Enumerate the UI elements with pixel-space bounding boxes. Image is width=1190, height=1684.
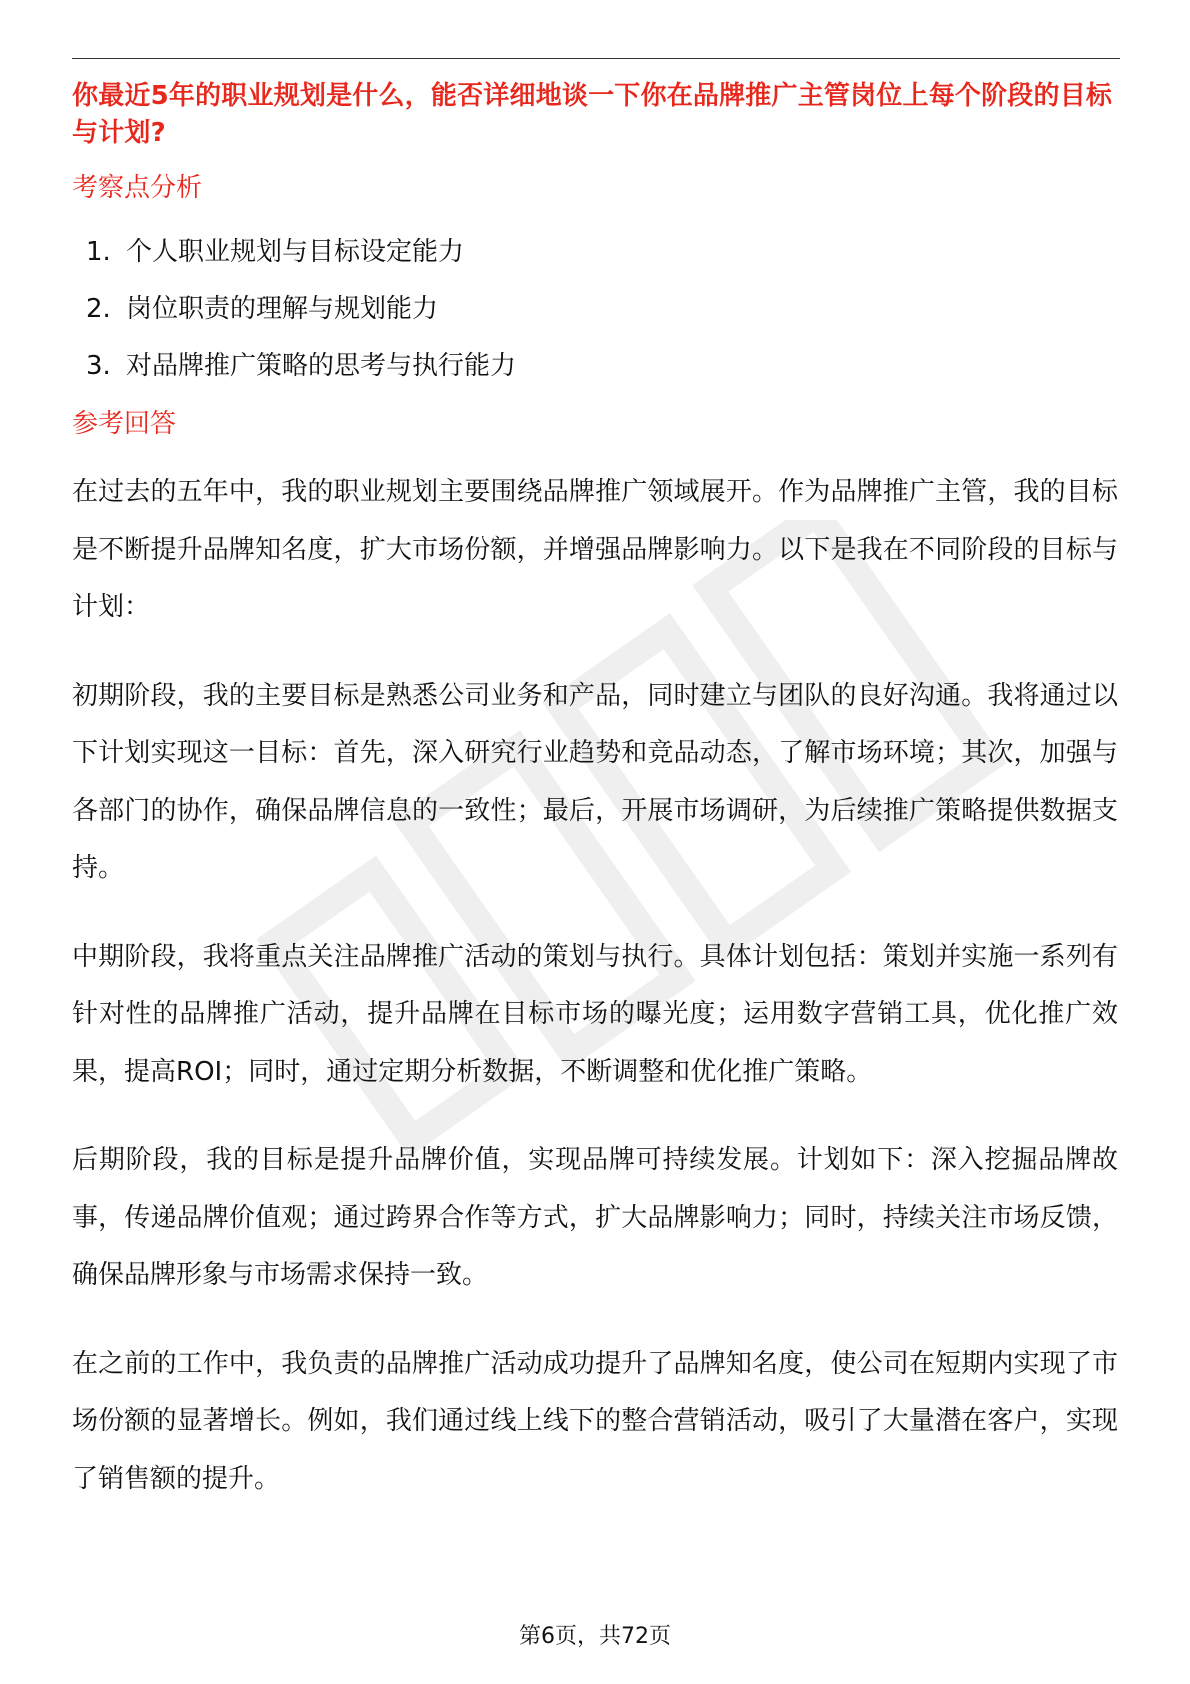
answer-paragraph: 初期阶段，我的主要目标是熟悉公司业务和产品，同时建立与团队的良好沟通。我将通过以下计划实现这一目标：首先，深入研究行业趋势和竞品动态，了解市场环境；其次，加强与各部门的协作，确保品牌信息的一致性；最后，开展市场调研，为后续推广策略提供数据支持。 bbox=[72, 680, 1118, 883]
analysis-heading: 考察点分析 bbox=[72, 173, 203, 203]
header-divider bbox=[72, 58, 1120, 59]
list-item bbox=[72, 348, 1118, 384]
answer-body bbox=[72, 464, 1118, 1508]
list-number: 2. bbox=[86, 294, 111, 324]
list-item bbox=[72, 291, 1118, 327]
answer-paragraph: 在之前的工作中，我负责的品牌推广活动成功提升了品牌知名度，使公司在短期内实现了市场份额的显著增长。例如，我们通过线上线下的整合营销活动，吸引了大量潜在客户，实现了销售额的提升。 bbox=[72, 1348, 1118, 1494]
list-item-text: 对品牌推广策略的思考与执行能力 bbox=[126, 351, 517, 381]
answer-heading: 参考回答 bbox=[72, 409, 177, 439]
answer-paragraph: 中期阶段，我将重点关注品牌推广活动的策划与执行。具体计划包括：策划并实施一系列有针对性的品牌推广活动，提升品牌在目标市场的曝光度；运用数字营销工具，优化推广效果，提高ROI；同时，通过定期分析数据，不断调整和优化推广策略。 bbox=[72, 941, 1118, 1087]
answer-paragraph: 后期阶段，我的目标是提升品牌价值，实现品牌可持续发展。计划如下：深入挖掘品牌故事，传递品牌价值观；通过跨界合作等方式，扩大品牌影响力；同时，持续关注市场反馈，确保品牌形象与市场需求保持一致。 bbox=[72, 1145, 1118, 1290]
list-item-text: 岗位职责的理解与规划能力 bbox=[126, 294, 439, 324]
list-item bbox=[72, 234, 1118, 270]
analysis-point-list bbox=[72, 234, 1118, 384]
page-content bbox=[72, 78, 1118, 1539]
list-item-text: 个人职业规划与目标设定能力 bbox=[126, 237, 465, 267]
list-number: 1. bbox=[86, 237, 111, 267]
answer-paragraph: 在过去的五年中，我的职业规划主要围绕品牌推广领域展开。作为品牌推广主管，我的目标是不断提升品牌知名度，扩大市场份额，并增强品牌影响力。以下是我在不同阶段的目标与计划： bbox=[72, 477, 1118, 622]
page-number: 第6页，共72页 bbox=[519, 1624, 671, 1649]
interview-question: 你最近5年的职业规划是什么，能否详细地谈一下你在品牌推广主管岗位上每个阶段的目标与计划? bbox=[72, 81, 1113, 148]
list-number: 3. bbox=[86, 351, 111, 381]
